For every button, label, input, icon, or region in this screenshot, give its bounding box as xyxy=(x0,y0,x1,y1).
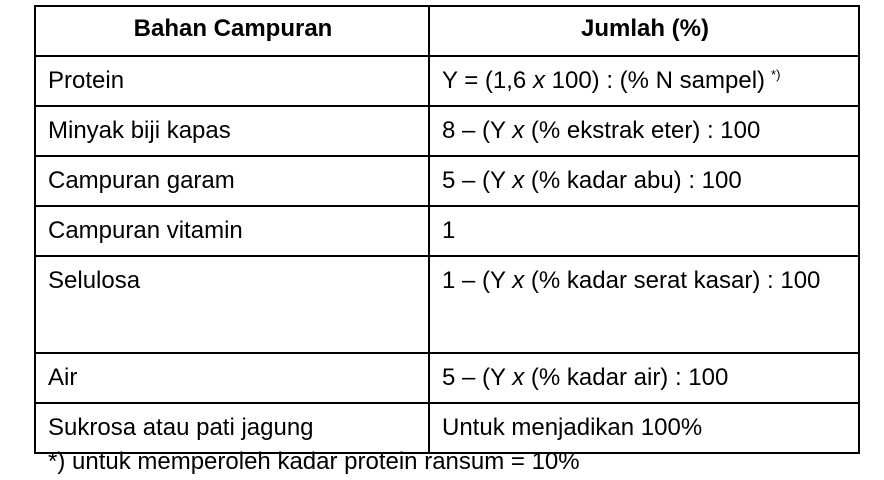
formula-text: (% kadar abu) : 100 xyxy=(524,167,742,194)
cell-bahan: Minyak biji kapas xyxy=(35,106,429,156)
table-row xyxy=(35,256,859,353)
formula-text: 5 – (Y xyxy=(442,167,513,194)
header-bahan-campuran: Bahan Campuran xyxy=(35,6,429,56)
header-jumlah: Jumlah (%) xyxy=(429,6,859,56)
cell-jumlah xyxy=(429,256,859,353)
cell-bahan: Protein xyxy=(35,56,429,106)
formula-multiply-x: x xyxy=(512,267,525,294)
formula-text: (% ekstrak eter) : 100 xyxy=(524,117,761,144)
cell-bahan: Selulosa xyxy=(35,256,429,353)
table-header-row xyxy=(35,6,859,56)
cell-bahan: Campuran garam xyxy=(35,156,429,206)
formula-multiply-x: x xyxy=(532,67,545,94)
footnote-marker: *) xyxy=(771,67,781,82)
formula-text: (% kadar air) : 100 xyxy=(524,364,729,391)
cell-jumlah xyxy=(429,156,859,206)
formula-multiply-x: x xyxy=(512,167,525,194)
formula-text: 1 – (Y xyxy=(442,267,513,294)
formula-text: (% kadar serat kasar) : 100 xyxy=(524,267,821,294)
formula-text: Y = (1,6 xyxy=(442,67,533,94)
table-row xyxy=(35,56,859,106)
ration-composition-table xyxy=(34,5,860,454)
cell-bahan: Sukrosa atau pati jagung xyxy=(35,403,429,453)
cell-jumlah: 1 xyxy=(429,206,859,256)
table-row xyxy=(35,106,859,156)
cell-jumlah xyxy=(429,353,859,403)
formula-multiply-x: x xyxy=(512,117,525,144)
cell-bahan: Campuran vitamin xyxy=(35,206,429,256)
cell-jumlah xyxy=(429,106,859,156)
cell-bahan: Air xyxy=(35,353,429,403)
table-row xyxy=(35,353,859,403)
formula-text: 100) : (% N sampel) xyxy=(544,67,766,94)
table-row xyxy=(35,156,859,206)
table-footnote: *) untuk memperoleh kadar protein ransum = 10% xyxy=(48,448,580,475)
table-row xyxy=(35,206,859,256)
formula-text: 5 – (Y xyxy=(442,364,513,391)
formula-text: 8 – (Y xyxy=(442,117,513,144)
cell-jumlah xyxy=(429,56,859,106)
cell-jumlah: Untuk menjadikan 100% xyxy=(429,403,859,453)
formula-multiply-x: x xyxy=(512,364,525,391)
